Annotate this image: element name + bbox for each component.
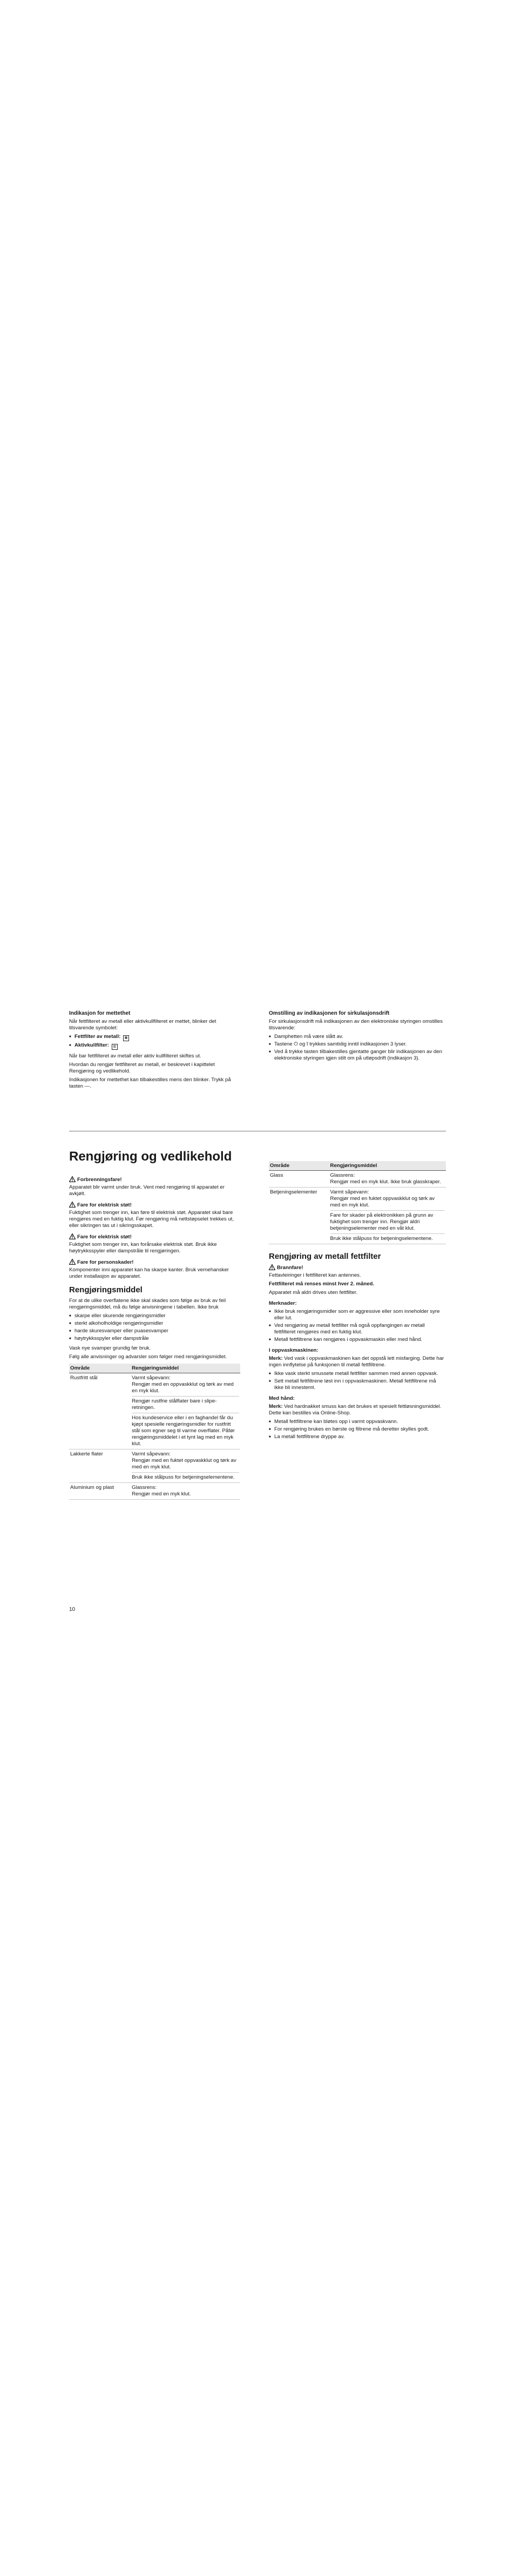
bold-instruction: Fettfilteret må renses minst hver 2. måned. xyxy=(269,1281,375,1287)
warning-text: Apparatet blir varmt under bruk. Vent med rengjøring til apparatet er avkjølt. xyxy=(69,1184,225,1197)
paragraph: Følg alle anvisninger og advarsler som følger med rengjøringsmidlet. xyxy=(69,1354,227,1360)
saturation-indicator-section xyxy=(69,1010,240,1092)
table-cell: Betjeningselementer xyxy=(269,1188,329,1244)
table-row xyxy=(69,1483,240,1500)
note: Merk: Ved hardnakket smuss kan det brukes et spesielt fettløsningsmiddel. Dette kan bestilles via Online-Shop. xyxy=(269,1404,442,1416)
note: Merk: Ved vask i oppvaskmaskinen kan det oppstå lett misfarging. Dette har ingen innflytelse på funksjonen til metall fettfiltrene. xyxy=(269,1356,444,1368)
column-header: Rengjøringsmiddel xyxy=(329,1161,446,1171)
list-item: ■ Metall fettfiltrene kan rengjøres i oppvaskmaskin eller med hånd. xyxy=(269,1337,446,1343)
warning-triangle-icon xyxy=(69,1259,76,1265)
list-item: ■ La metall fettfiltrene dryppe av. xyxy=(269,1434,446,1440)
avoid-list xyxy=(69,1313,240,1342)
list-item: ■ Metall fettfiltrene kan bløtes opp i varmt oppvaskvann. xyxy=(269,1419,446,1425)
warning-text: Fuktighet som trenger inn, kan forårsake elektrisk støt. Bruk ikke høytrykksspyler eller dampstråle til rengjøringen. xyxy=(69,1242,217,1254)
grease-filter-icon: ▦ xyxy=(123,1035,129,1041)
section-title: Rengjøring av metall fettfilter xyxy=(269,1252,381,1261)
table-cell: Varmt såpevann: Rengjør med en fuktet oppvaskklut og tørk av med en myk klut. Bruk ikke stålpuss for betjeningselementene. xyxy=(131,1449,240,1483)
hand-list xyxy=(269,1419,446,1440)
list-item: ■ Ikke vask sterkt smussete metall fettfilter sammen med annen oppvask. xyxy=(269,1371,446,1377)
column-header: Område xyxy=(269,1161,329,1171)
cleaning-table-2 xyxy=(269,1161,446,1244)
paragraph: Når fettfilteret av metall eller aktivkullfilteret er mettet, blinker det tilsvarende symbolet: xyxy=(69,1019,216,1031)
step-list xyxy=(269,1034,446,1062)
table-row xyxy=(69,1373,240,1449)
list-item: ■ Sett metall fettfiltrene løst inn i oppvaskmaskinen. Metall fettfiltrene må ikke bli innestemt. xyxy=(269,1378,446,1391)
subheading: I oppvaskmaskinen: xyxy=(269,1347,319,1353)
warning-triangle-icon xyxy=(69,1202,76,1208)
notes-list xyxy=(269,1309,446,1343)
warning-text: Fuktighet som trenger inn, kan føre til elektrisk støt. Apparatet skal bare rengjøres med en fuktig klut. Før rengjøring må nettstøpselet trekkes ut, eller sikringen tas ut i sikringsskapet. xyxy=(69,1210,234,1229)
list-item: ■ Ved rengjøring av metall fettfilter må også oppfangingen av metall fettfilteret rengjøres med en fuktig klut. xyxy=(269,1323,446,1336)
table-cell: Glassrens: Rengjør med en myk klut. xyxy=(131,1483,240,1500)
symbol-list xyxy=(69,1034,240,1050)
table-cell: Glass xyxy=(269,1171,329,1188)
section-title: Omstilling av indikasjonen for sirkulasjonsdrift xyxy=(269,1010,390,1016)
list-item: ■ harde skuresvamper eller puasesvamper xyxy=(69,1328,240,1334)
cleaning-table-1 xyxy=(69,1364,240,1500)
table-cell: Lakkerte flater xyxy=(69,1449,131,1483)
carbon-filter-icon: ▥ xyxy=(112,1044,118,1050)
table-cell: Glassrens: Rengjør med en myk klut. Ikke bruk glasskraper. xyxy=(329,1171,446,1188)
column-header: Område xyxy=(69,1364,131,1373)
dishwasher-list xyxy=(269,1371,446,1391)
subheading: Merknader: xyxy=(269,1300,297,1306)
paragraph: Hvordan du rengjør fettfilteret av metall, er beskrevet i kapittelet Rengjøring og vedlikehold. xyxy=(69,1062,215,1074)
paragraph: For at de ulike overflatene ikke skal skades som følge av bruk av feil rengjøringsmiddel, må du følge anvisningene i tabellen. Ikke bruk xyxy=(69,1298,226,1310)
paragraph: For sirkulasjonsdrift må indikasjonen av den elektroniske styringen omstilles tilsvarende: xyxy=(269,1019,443,1031)
paragraph: Vask nye svamper grundig før bruk. xyxy=(69,1345,151,1351)
injury-warning: Fare for personskader! xyxy=(69,1259,240,1266)
warning-triangle-icon xyxy=(269,1264,275,1270)
paragraph: Når bar fettfilteret av metall eller aktiv kullfilteret skiftes ut. xyxy=(69,1053,201,1059)
paragraph: Indikasjonen for mettethet kan tilbakestilles mens den blinker. Trykk på tasten —. xyxy=(69,1077,231,1089)
list-item: ■ Tastene ⏻ og ĩ trykkes samtidig inntil indikasjonen 3 lyser. xyxy=(269,1041,446,1048)
list-item: ■ sterkt alkoholholdige rengjøringsmidler xyxy=(69,1320,240,1327)
list-item: ■ skarpe eller skurende rengjøringsmidler xyxy=(69,1313,240,1319)
chapter-title: Rengjøring og vedlikehold xyxy=(69,1149,232,1164)
warning-text: Komponenter inni apparatet kan ha skarpe kanter. Bruk vernehansker under installasjon av apparatet. xyxy=(69,1267,229,1279)
electric-warning-1: Fare for elektrisk støt! xyxy=(69,1202,240,1209)
electric-warning-2: Fare for elektrisk støt! xyxy=(69,1233,240,1240)
subheading: Med hånd: xyxy=(269,1395,295,1401)
section-title: Rengjøringsmiddel xyxy=(69,1285,143,1294)
warning-triangle-icon xyxy=(69,1233,76,1239)
cleaning-right-column xyxy=(269,1161,446,1444)
fire-warning: Brannfare! xyxy=(269,1264,446,1271)
list-item: ■ For rengjøring brukes en børste og filtrene må deretter skylles godt. xyxy=(269,1426,446,1433)
burn-warning: Forbrenningsfare! xyxy=(69,1176,240,1183)
paragraph: Apparatet må aldri drives uten fettfilter. xyxy=(269,1290,358,1296)
list-item: ■ høytrykksspyler eller dampstråle xyxy=(69,1336,240,1342)
table-cell: Varmt såpevann: Rengjør med en fuktet oppvaskklut og tørk av med en myk klut. Fare for skader på elektronikken på grunn av fuktighet som trenger inn. Rengjør aldri betjeningselementer med en våt klut. Bruk ikke stålpuss for betjeningselementene. xyxy=(329,1188,446,1244)
list-item: ■ Damphetten må være slått av. xyxy=(269,1034,446,1040)
table-cell: Aluminium og plast xyxy=(69,1483,131,1500)
table-row xyxy=(269,1171,446,1188)
table-row xyxy=(69,1449,240,1483)
section-title: Indikasjon for mettethet xyxy=(69,1010,131,1016)
warning-triangle-icon xyxy=(69,1176,76,1182)
table-row xyxy=(269,1188,446,1244)
table-cell: Varmt såpevann: Rengjør med en oppvaskklut og tørk av med en myk klut. Rengjør rustfrie stålflater bare i slipe-retningen. Hos kundeservice eller i en faghandel får du kjøpt spesielle rengjøringsmidler for rustfritt stål som egner seg til varme overflater. Påfør rengjøringsmiddelet i et tynt lag med en myk klut. xyxy=(131,1373,240,1449)
recirculation-setting-section xyxy=(269,1010,446,1065)
list-item: ■ Fettfilter av metall: ▦ xyxy=(69,1034,240,1041)
page-number: 10 xyxy=(69,1607,76,1613)
list-item: ■ Ved å trykke tasten tilbakestilles gjentatte ganger blir indikasjonen av den elektroniske styringen igjen stilt om på utløpsdrift (indikasjon 3). xyxy=(269,1049,446,1062)
column-header: Rengjøringsmiddel xyxy=(131,1364,240,1373)
list-item: ■ Ikke bruk rengjøringsmidler som er aggressive eller som inneholder syre eller lut. xyxy=(269,1309,446,1321)
list-item: ■ Aktivkullfilter: ▥ xyxy=(69,1042,240,1050)
table-cell: Rustfritt stål xyxy=(69,1373,131,1449)
warning-text: Fettavleiringer i fettfilteret kan antennes. xyxy=(269,1272,361,1278)
cleaning-left-column xyxy=(69,1172,240,1504)
